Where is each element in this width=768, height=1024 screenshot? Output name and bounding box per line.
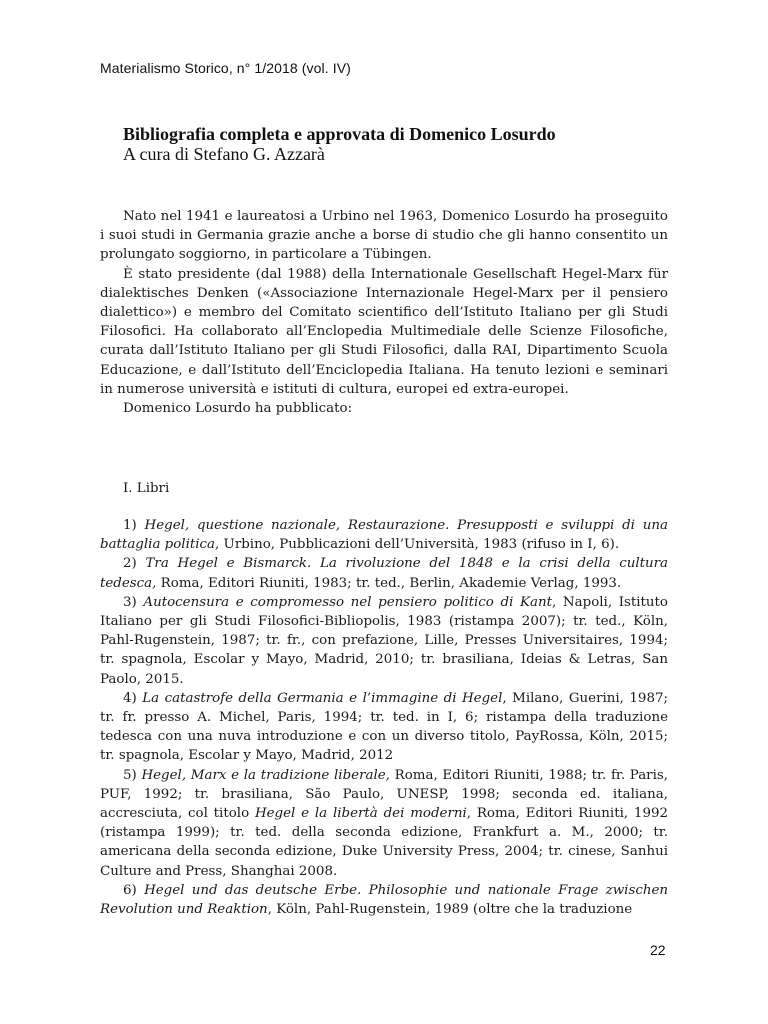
book-entry	[100, 766, 668, 881]
book-title: Hegel, questione nazionale, Restaurazione. Presupposti e sviluppi di una battaglia politica	[100, 518, 668, 553]
book-title: La catastrofe della Germania e l’immagine di Hegel	[142, 690, 503, 706]
running-header: Materialismo Storico, n° 1/2018 (vol. IV)	[100, 60, 351, 76]
document-title: Bibliografia completa e approvata di Domenico Losurdo	[123, 124, 556, 144]
book-details-secondary: , Roma, Editori Riuniti, 1992 (ristampa 1999); tr. ted. della seconda edizione, Frankfurt a. M., 2000; tr. americana della seconda edizione, Duke University Press, 2004; tr. cinese, Sanhui Culture and Press, Shanghai 2008.	[100, 806, 669, 879]
book-number: 4)	[123, 690, 137, 706]
page-number: 22	[650, 942, 666, 958]
book-title: Hegel und das deutsche Erbe. Philosophie und nationale Frage zwischen Revolution und Reaktion	[100, 882, 668, 918]
book-entry	[100, 593, 668, 689]
book-details: Roma, Editori Riuniti, 1983; tr. ted., Berlin, Akademie Verlag, 1993.	[156, 575, 622, 591]
book-number: 5)	[123, 767, 137, 783]
book-list	[100, 516, 668, 919]
book-entry	[100, 554, 668, 592]
book-details: , Urbino, Pubblicazioni dell’Università, 1983 (rifuso in I, 6).	[215, 537, 620, 553]
intro-section	[100, 207, 668, 418]
book-entry	[100, 881, 668, 919]
book-details: , Napoli, Istituto Italiano per gli Studi Filosofici-Bibliopolis, 1983 (ristampa 2007); tr. ted., Köln, Pahl-Rugenstein, 1987; tr. fr., con prefazione, Lille, Presses Universitaires, 1994; tr. spagnola, Escolar y Mayo, Madrid, 2010; tr. brasiliana, Ideias & Letras, San Paolo, 2015.	[100, 594, 668, 687]
book-entry	[100, 516, 668, 554]
book-entry	[100, 689, 668, 766]
book-number: 2)	[123, 556, 137, 572]
book-number: 3)	[123, 594, 137, 610]
section-heading: I. Libri	[123, 481, 170, 496]
book-details: , Köln, Pahl-Rugenstein, 1989 (oltre che la traduzione	[267, 902, 633, 918]
book-number: 1)	[123, 518, 137, 533]
intro-paragraph: Nato nel 1941 e laureatosi a Urbino nel 1963, Domenico Losurdo ha proseguito i suoi studi in Germania grazie anche a borse di studio che gli hanno consentito un prolungato soggiorno, in particolare a Tübingen.	[100, 209, 668, 263]
book-details: , Milano, Guerini, 1987; tr. fr. presso A. Michel, Paris, 1994; tr. ted. in I, 6; ristampa della traduzione tedesca con una nuva introduzione e con un diverso titolo, PayRossa, Köln, 2015; tr. spagnola, Escolar y Mayo, Madrid, 2012	[100, 690, 668, 764]
intro-paragraph: Domenico Losurdo ha pubblicato:	[123, 401, 353, 417]
book-title: Tra Hegel e Bismarck. La rivoluzione del 1848 e la crisi della cultura tedesca,	[100, 556, 668, 591]
document-subtitle: A cura di Stefano G. Azzarà	[123, 144, 325, 164]
intro-paragraph: È stato presidente (dal 1988) della Internationale Gesellschaft Hegel-Marx für dialektisches Denken («Associazione Internazionale Hegel-Marx per il pensiero dialettico») e membro del Comitato scientifico dell’Istituto Italiano per gli Studi Filosofici. Ha collaborato all’Enclopedia Multimediale delle Scienze Filosofiche, curata dall’Istituto Italiano per gli Studi Filosofici, dalla RAI, Dipartimento Scuola Educazione, e dall’Istituto dell’Enciclopedia Italiana. Ha tenuto lezioni e seminari in numerose università e istituti di cultura, europei ed extra-europei.	[100, 266, 668, 397]
book-title: Autocensura e compromesso nel pensiero politico di Kant	[143, 594, 553, 610]
book-title: Hegel, Marx e la tradizione liberale,	[141, 767, 390, 783]
book-details: Roma, Editori Riuniti, 1988; tr. fr. Paris, PUF, 1992; tr. brasiliana, São Paulo, UNESP, 1998; seconda ed. italiana, accresciuta, col titolo	[100, 767, 668, 822]
book-title-secondary: Hegel e la libertà dei moderni	[254, 806, 467, 822]
book-number: 6)	[123, 882, 137, 898]
